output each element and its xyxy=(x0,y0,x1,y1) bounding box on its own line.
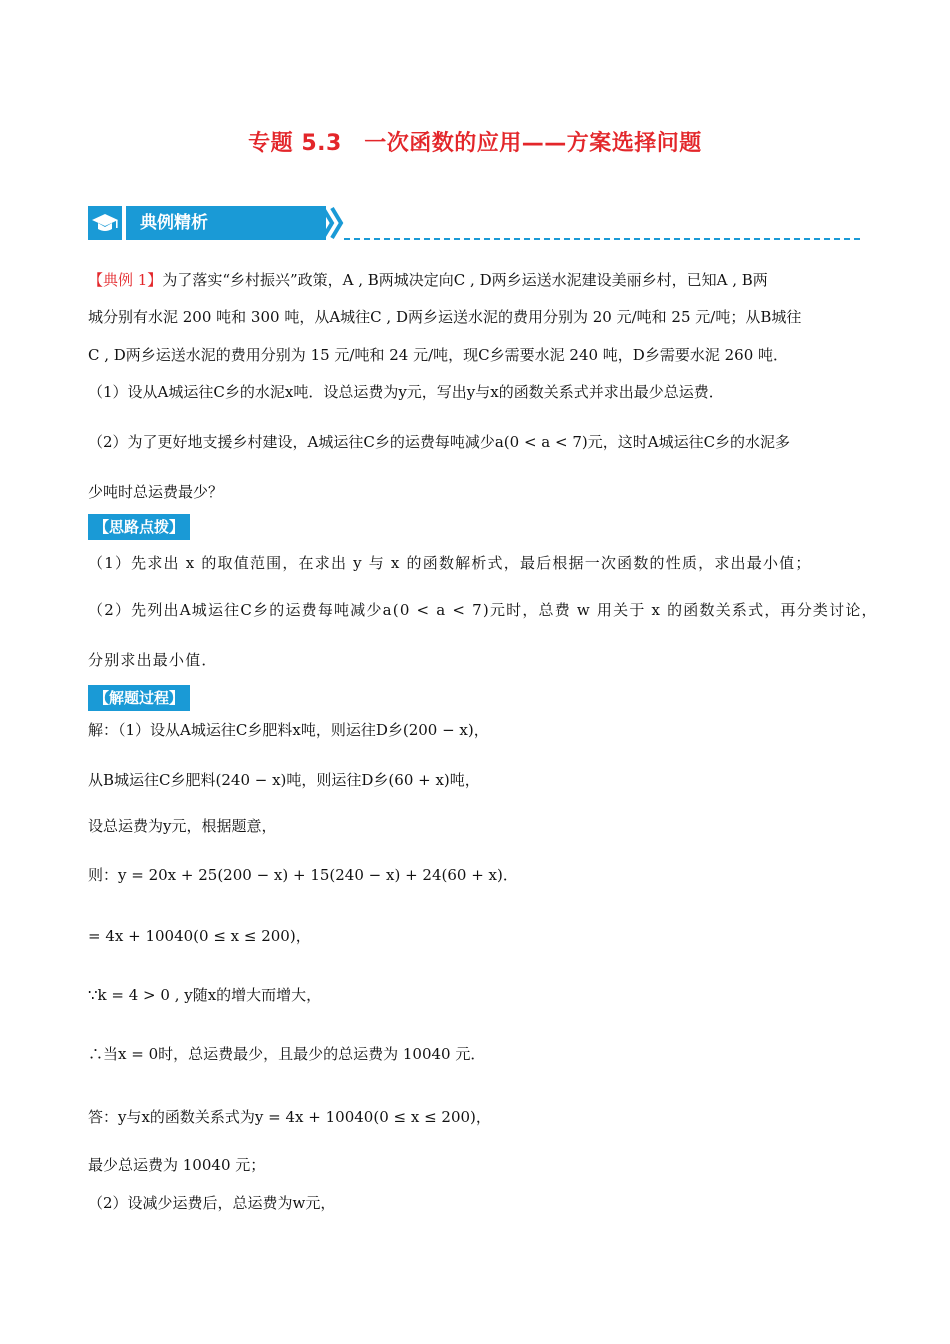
section-header xyxy=(88,206,860,242)
example-line-5: （2）为了更好地支援乡村建设，A城运往C乡的运费每吨减少a(0 < a < 7)元，这时A城运往C乡的水泥多 xyxy=(88,433,791,451)
solution-line-5: = 4x + 10040(0 ≤ x ≤ 200)， xyxy=(88,927,311,945)
solution-line-4: 则：y = 20x + 25(200 − x) + 15(240 − x) + 24(60 + x)． xyxy=(88,866,518,884)
example-line-4: （1）设从A城运往C乡的水泥x吨．设总运费为y元，写出y与x的函数关系式并求出最少总运费． xyxy=(88,383,724,401)
page-title: 专题 5.3 一次函数的应用——方案选择问题 xyxy=(248,131,702,156)
solution-line-8: 答：y与x的函数关系式为y = 4x + 10040(0 ≤ x ≤ 200)， xyxy=(88,1108,491,1126)
example-line-3: C , D两乡运送水泥的费用分别为 15 元/吨和 24 元/吨，现C乡需要水泥 240 吨，D乡需要水泥 260 吨． xyxy=(88,346,789,364)
example-line-6: 少吨时总运费最少？ xyxy=(88,483,224,501)
solution-line-7: ∴当x = 0时，总运费最少，且最少的总运费为 10040 元． xyxy=(88,1045,486,1063)
hint-line-3: 分别求出最小值． xyxy=(88,651,218,669)
hint-line-1: （1）先求出 x 的取值范围，在求出 y 与 x 的函数解析式，最后根据一次函数的性质，求出最小值； xyxy=(88,554,812,572)
section-title: 典例精析 xyxy=(126,206,326,240)
solution-line-9: 最少总运费为 10040 元； xyxy=(88,1156,266,1174)
example-line-2: 城分别有水泥 200 吨和 300 吨，从A城往C , D两乡运送水泥的费用分别为 20 元/吨和 25 元/吨；从B城往 xyxy=(88,308,802,326)
hint-badge: 【思路点拨】 xyxy=(88,514,190,540)
solution-line-6: ∵k = 4 > 0 , y随x的增大而增大， xyxy=(88,986,322,1004)
graduation-cap-icon xyxy=(88,206,122,240)
solution-line-2: 从B城运往C乡肥料(240 − x)吨，则运往D乡(60 + x)吨， xyxy=(88,771,480,789)
solution-line-1: 解：（1）设从A城运往C乡肥料x吨，则运往D乡(200 − x)， xyxy=(88,721,489,739)
section-divider xyxy=(344,238,860,240)
solution-badge: 【解题过程】 xyxy=(88,685,190,711)
solution-line-10: （2）设减少运费后，总运费为w元， xyxy=(88,1194,336,1212)
solution-line-3: 设总运费为y元，根据题意， xyxy=(88,817,277,835)
example-line-1: 【典例 1】为了落实“乡村振兴”政策，A , B两城决定向C , D两乡运送水泥建设美丽乡村，已知A , B两 xyxy=(88,271,768,289)
chevron-right-icon xyxy=(320,206,346,242)
example-tag: 【典例 1】 xyxy=(88,271,163,289)
hint-line-2: （2）先列出A城运往C乡的运费每吨减少a(0 < a < 7)元时，总费 w 用关于 x 的函数关系式，再分类讨论， xyxy=(88,601,878,619)
